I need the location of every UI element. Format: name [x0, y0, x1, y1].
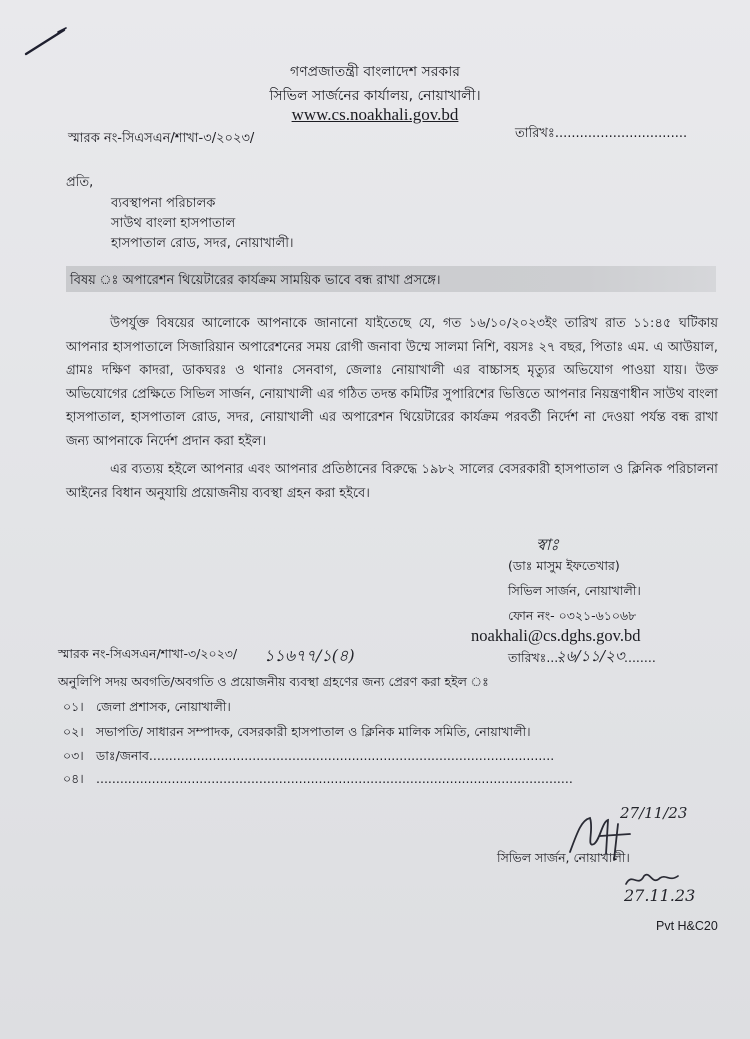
copy-item-number: ০২।: [63, 724, 84, 739]
copy-memo-date-handwritten: ২৬/১১/২৩: [556, 647, 625, 665]
pen-mark-icon: [20, 22, 70, 58]
footer-stamp-code: Pvt H&C20: [656, 919, 718, 933]
copy-memo-date-dots: ........: [624, 650, 656, 665]
copy-item-number: ০১।: [63, 699, 84, 714]
copy-item-text: ডাঃ/জনাব......................................................................................................: [96, 748, 555, 763]
footer-handwritten-date-top: 27/11/23: [620, 804, 688, 822]
copy-item-number: ০৪।: [63, 771, 84, 786]
footer-issuer: সিভিল সার্জন, নোয়াখালী।: [497, 850, 630, 865]
subject-line: বিষয় ঃ অপারেশন থিয়েটারের কার্যক্রম সাময়িক ভাবে বন্ধ রাখা প্রসঙ্গে।: [70, 273, 441, 288]
copy-intro: অনুলিপি সদয় অবগতি/অবগতি ও প্রয়োজনীয় ব্যবস্থা গ্রহণের জন্য প্রেরণ করা হইল ঃ: [58, 674, 489, 689]
signatory-phone: ফোন নং- ০৩২১-৬১০৬৮: [508, 608, 637, 623]
recipient-to: প্রতি,: [66, 175, 94, 190]
footer-handwritten-date-bottom: 27.11.23: [624, 886, 696, 905]
copy-item-number: ০৩।: [63, 748, 84, 763]
recipient-organization: সাউথ বাংলা হাসপাতাল: [111, 216, 236, 231]
copy-item-text: ........................................................................................................................: [96, 771, 573, 786]
memo-date: তারিখঃ................................: [515, 126, 688, 141]
recipient-address: হাসপাতাল রোড, সদর, নোয়াখালী।: [111, 236, 294, 251]
memo-reference: স্মারক নং-সিএসএন/শাখা-৩/২০২৩/: [68, 131, 255, 146]
copy-memo-reference: স্মারক নং-সিএসএন/শাখা-৩/২০২৩/: [58, 646, 238, 661]
body-paragraph-2: এর ব্যত্যয় হইলে আপনার এবং আপনার প্রতিষ্ঠানের বিরুদ্ধে ১৯৮২ সালের বেসরকারী হাসপাতাল ও ক্লিনিক পরিচালনা আইনের বিধান অনুযায়ি প্রয়োজনীয় ব্যবস্থা গ্রহন করা হইবে।: [66, 462, 718, 501]
copy-item-text: সভাপতি/ সাধারন সম্পাদক, বেসরকারী হাসপাতাল ও ক্লিনিক মালিক সমিতি, নোয়াখালী।: [96, 724, 531, 739]
copy-item-text: জেলা প্রশাসক, নোয়াখালী।: [96, 699, 231, 714]
signatory-name: (ডাঃ মাসুম ইফতেখার): [508, 558, 620, 573]
header-website: www.cs.noakhali.gov.bd: [291, 105, 459, 124]
copy-memo-number-handwritten: ১১৬৭৭/১(৪): [264, 646, 355, 665]
signatory-designation: সিভিল সার্জন, নোয়াখালী।: [508, 583, 641, 598]
copy-memo-date-label: তারিখঃ....: [508, 650, 563, 665]
recipient-designation: ব্যবস্থাপনা পরিচালক: [111, 196, 216, 211]
signatory-email: noakhali@cs.dghs.gov.bd: [471, 626, 641, 645]
header-office: সিভিল সার্জনের কার্যালয়, নোয়াখালী।: [269, 88, 481, 104]
body-paragraph-1: উপর্যুক্ত বিষয়ের আলোকে আপনাকে জানানো যাইতেছে যে, গত ১৬/১০/২০২৩ইং তারিখ রাত ১১:৪৫ ঘটিকায় আপনার হাসপাতালে সিজারিয়ান অপারেশনের সময় রোগী জনাবা উম্মে সালমা নিশি, বয়সঃ ২৭ বছর, পিতাঃ এম. এ আউয়াল, গ্রামঃ দক্ষিণ কাদরা, ডাকঘরঃ ও থানাঃ সেনবাগ, জেলাঃ নোয়াখালী এর বাচ্চাসহ মৃত্যুর অভিযোগ পাওয়া যায়। উক্ত অভিযোগের প্রেক্ষিতে সিভিল সার্জন, নোয়াখালী এর গঠিত তদন্ত কমিটির সুপারিশের ভিত্তিতে আপনার নিয়ন্ত্রণাধীন সাউথ বাংলা হাসপাতাল, হাসপাতাল রোড, সদর, নোয়াখালী এর অপারেশন থিয়েটারের কার্যক্রম পরবর্তী নির্দেশ না দেওয়া পর্যন্ত বন্ধ রাখা জন্য আপনাকে নির্দেশ প্রদান করা হইল।: [66, 316, 718, 449]
header-government: গণপ্রজাতন্ত্রী বাংলাদেশ সরকার: [290, 64, 460, 80]
signature-mark: স্বাঃ: [536, 535, 559, 554]
